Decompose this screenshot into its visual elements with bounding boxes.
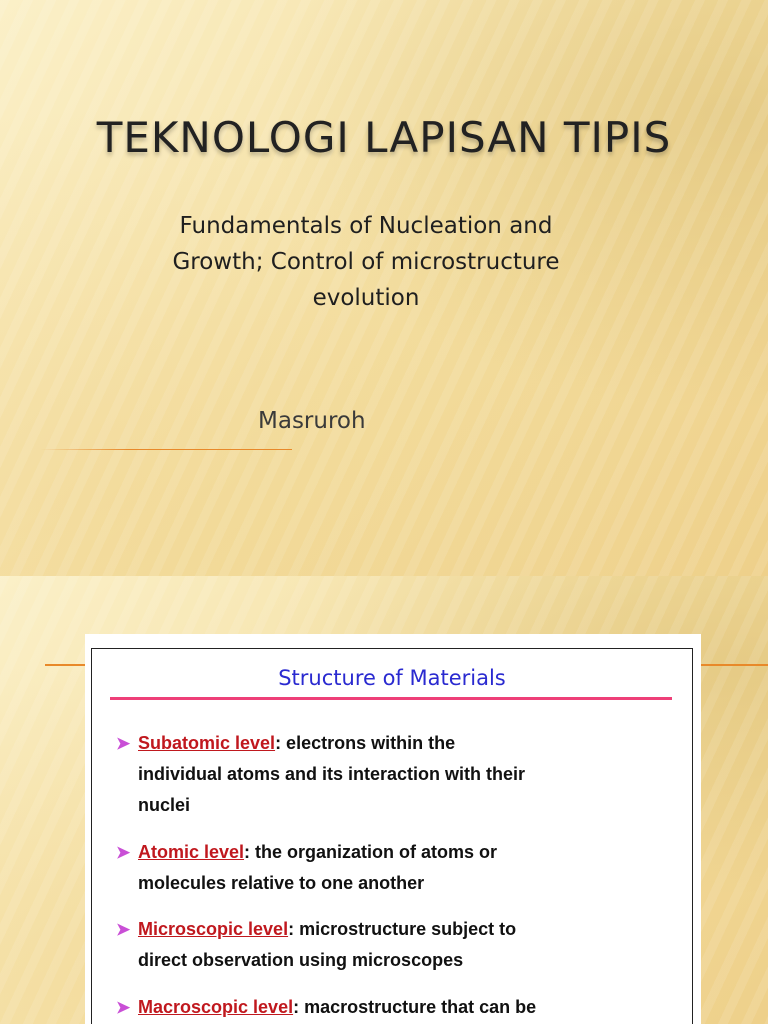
arrow-bullet-icon: ➤ <box>116 920 131 939</box>
content-slide <box>0 576 768 1024</box>
bullet-line: molecules relative to one another <box>138 873 425 893</box>
arrow-bullet-icon: ➤ <box>116 843 131 862</box>
bullet-line: nuclei <box>138 795 191 815</box>
panel-frame <box>91 648 693 1024</box>
bullet-subatomic <box>116 728 648 821</box>
accent-rule-left <box>45 664 90 666</box>
author-name: Masruroh <box>258 408 366 434</box>
term-subatomic: Subatomic level <box>138 733 276 753</box>
subtitle-line-3: evolution <box>312 285 420 311</box>
title-divider <box>110 697 672 700</box>
term-atomic: Atomic level <box>138 842 245 862</box>
term-macroscopic: Macroscopic level <box>138 997 294 1017</box>
term-microscopic: Microscopic level <box>138 919 289 939</box>
bullet-text: : electrons within the <box>275 733 456 753</box>
bullet-text: : microstructure subject to <box>288 919 517 939</box>
panel-title: Structure of Materials <box>278 666 506 690</box>
slide-title: TEKNOLOGI LAPISAN TIPIS <box>96 113 672 162</box>
bullet-line: individual atoms and its interaction with their <box>138 764 526 784</box>
author-underline <box>40 449 292 450</box>
bullet-macroscopic <box>116 992 648 1023</box>
subtitle-line-2: Growth; Control of microstructure <box>172 249 560 275</box>
bullet-text: : the organization of atoms or <box>244 842 498 862</box>
bullet-atomic <box>116 837 648 899</box>
content-panel <box>85 634 701 1024</box>
bullet-line: direct observation using microscopes <box>138 950 464 970</box>
subtitle-line-1: Fundamentals of Nucleation and <box>179 213 553 239</box>
arrow-bullet-icon: ➤ <box>116 734 131 753</box>
arrow-bullet-icon: ➤ <box>116 998 131 1017</box>
bullet-microscopic <box>116 914 648 976</box>
accent-rule-right <box>700 664 768 666</box>
slide-subtitle <box>134 208 598 316</box>
bullet-text: : macrostructure that can be <box>293 997 537 1017</box>
